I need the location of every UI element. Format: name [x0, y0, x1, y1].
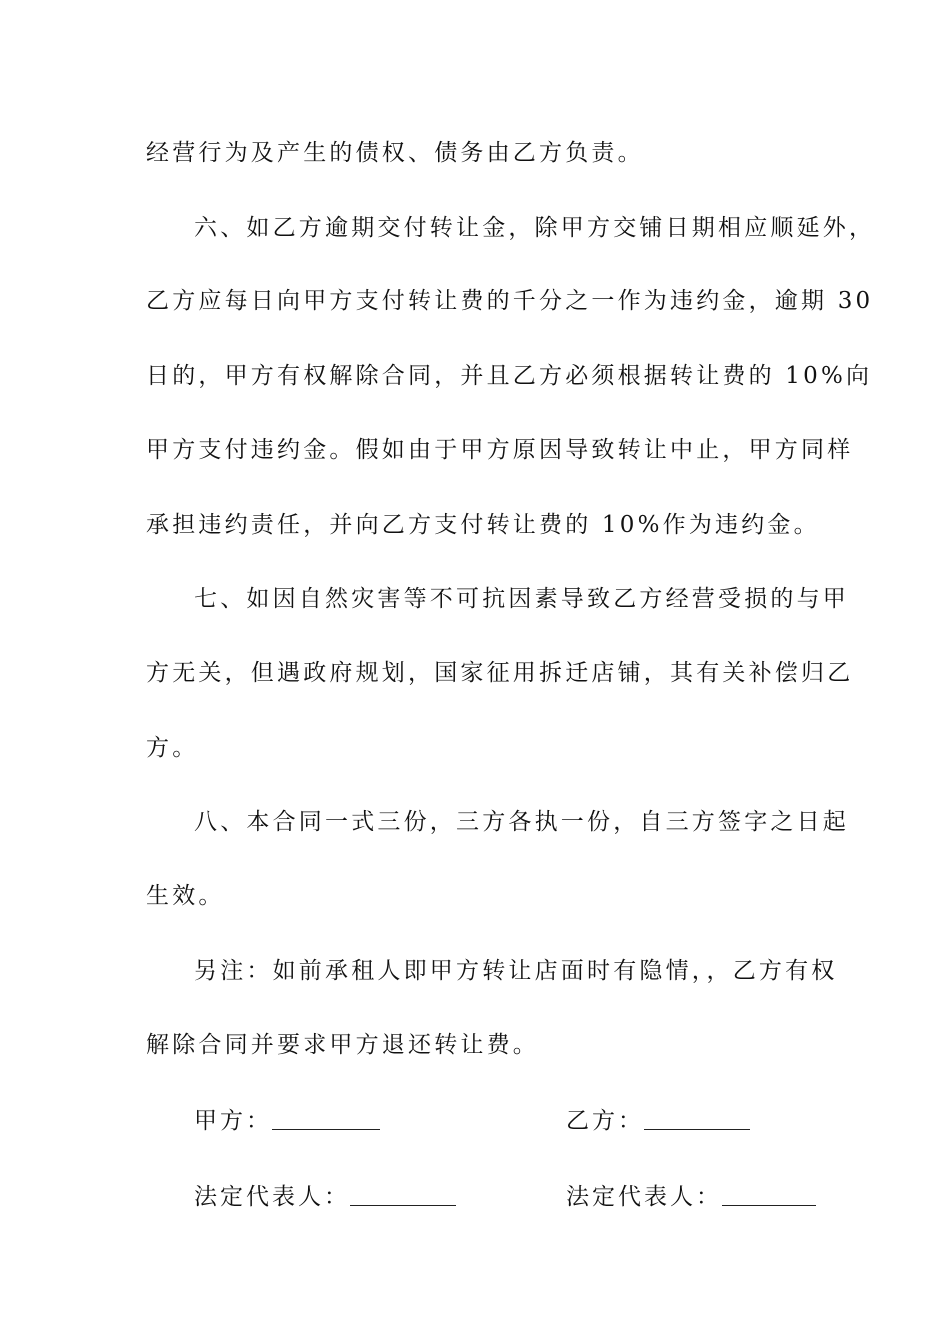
text-line: 方无关，但遇政府规划，国家征用拆迁店铺，其有关补偿归乙 [146, 660, 854, 686]
rep-a-signature-blank[interactable] [350, 1187, 456, 1206]
clause-six-line: 六、如乙方逾期交付转让金，除甲方交铺日期相应顺延外， [194, 215, 876, 241]
party-a-signature-blank[interactable] [272, 1111, 380, 1130]
rep-b-label: 法定代表人： [566, 1184, 722, 1210]
rep-b-signature-blank[interactable] [722, 1187, 816, 1206]
note-line: 另注：如前承租人即甲方转让店面时有隐情，，乙方有权 [194, 958, 838, 984]
party-b-signature [566, 1106, 750, 1136]
party-b-signature-blank[interactable] [644, 1111, 750, 1130]
party-a-signature [194, 1106, 380, 1136]
party-b-label: 乙方： [566, 1108, 644, 1134]
rep-a-label: 法定代表人： [194, 1184, 350, 1210]
clause-seven-line: 七、如因自然灾害等不可抗因素导致乙方经营受损的与甲 [194, 586, 849, 612]
text-line: 方。 [146, 735, 199, 761]
text-line: 经营行为及产生的债权、债务由乙方负责。 [146, 140, 644, 166]
text-line: 乙方应每日向甲方支付转让费的千分之一作为违约金，逾期 30 [146, 288, 874, 314]
text-line: 甲方支付违约金。假如由于甲方原因导致转让中止，甲方同样 [146, 437, 854, 463]
party-a-representative [194, 1182, 456, 1212]
party-a-label: 甲方： [194, 1108, 272, 1134]
text-line: 承担违约责任，并向乙方支付转让费的 10%作为违约金。 [146, 512, 820, 538]
party-b-representative [566, 1182, 816, 1212]
clause-eight-line: 八、本合同一式三份，三方各执一份，自三方签字之日起 [194, 809, 849, 835]
text-line: 生效。 [146, 883, 225, 909]
text-line: 解除合同并要求甲方退还转让费。 [146, 1032, 539, 1058]
text-line: 日的，甲方有权解除合同，并且乙方必须根据转让费的 10%向 [146, 363, 873, 389]
